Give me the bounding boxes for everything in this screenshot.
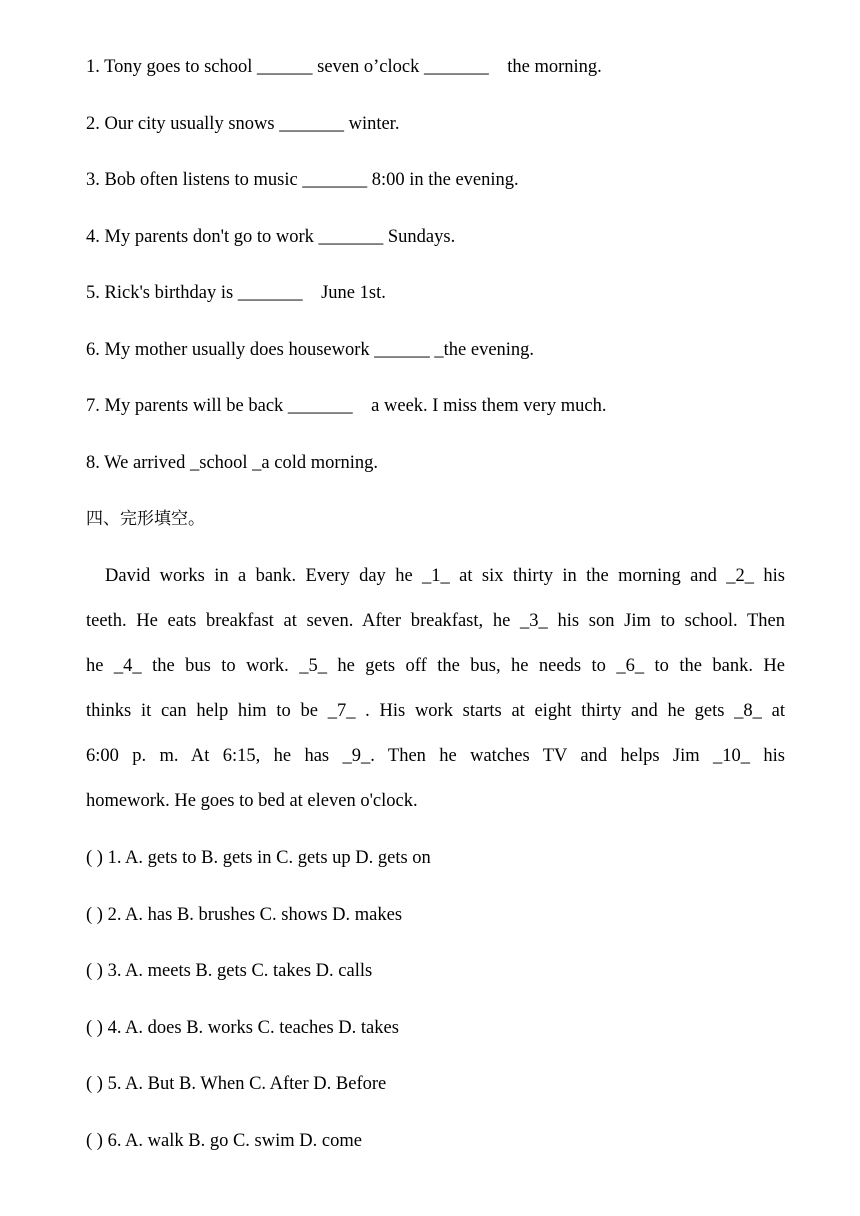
blank-item-6: 6. My mother usually does housework ______ _the evening.: [86, 340, 535, 360]
blank-item-5: 5. Rick's birthday is _______ June 1st.: [86, 283, 386, 303]
blank-item-2: 2. Our city usually snows _______ winter.: [86, 114, 400, 134]
question-4: ( ) 4. A. does B. works C. teaches D. takes: [86, 1018, 399, 1038]
passage-line: teeth. He eats breakfast at seven. After breakfast, he _3_ his son Jim to school. Then: [86, 611, 785, 631]
passage-line: he _4_ the bus to work. _5_ he gets off the bus, he needs to _6_ to the bank. He: [86, 656, 785, 676]
question-1: ( ) 1. A. gets to B. gets in C. gets up D. gets on: [86, 848, 431, 868]
blank-item-7: 7. My parents will be back _______ a week. I miss them very much.: [86, 396, 607, 416]
blank-item-3: 3. Bob often listens to music _______ 8:00 in the evening.: [86, 170, 519, 190]
blank-item-8: 8. We arrived _school _a cold morning.: [86, 453, 379, 473]
passage-line: David works in a bank. Every day he _1_ at six thirty in the morning and _2_ his: [105, 566, 785, 586]
passage-line: homework. He goes to bed at eleven o'clock.: [86, 791, 418, 811]
cloze-passage: [86, 554, 785, 824]
question-2: ( ) 2. A. has B. brushes C. shows D. makes: [86, 905, 403, 925]
passage-line: 6:00 p. m. At 6:15, he has _9_. Then he watches TV and helps Jim _10_ his: [86, 746, 785, 766]
question-3: ( ) 3. A. meets B. gets C. takes D. calls: [86, 961, 373, 981]
blank-item-4: 4. My parents don't go to work _______ Sundays.: [86, 227, 456, 247]
passage-line: thinks it can help him to be _7_ . His work starts at eight thirty and he gets _8_ at: [86, 701, 785, 721]
blank-item-1: 1. Tony goes to school ______ seven o’clock _______ the morning.: [86, 57, 602, 77]
question-6: ( ) 6. A. walk B. go C. swim D. come: [86, 1131, 362, 1151]
section-heading: 四、完形填空。: [86, 509, 205, 529]
question-5: ( ) 5. A. But B. When C. After D. Before: [86, 1074, 387, 1094]
